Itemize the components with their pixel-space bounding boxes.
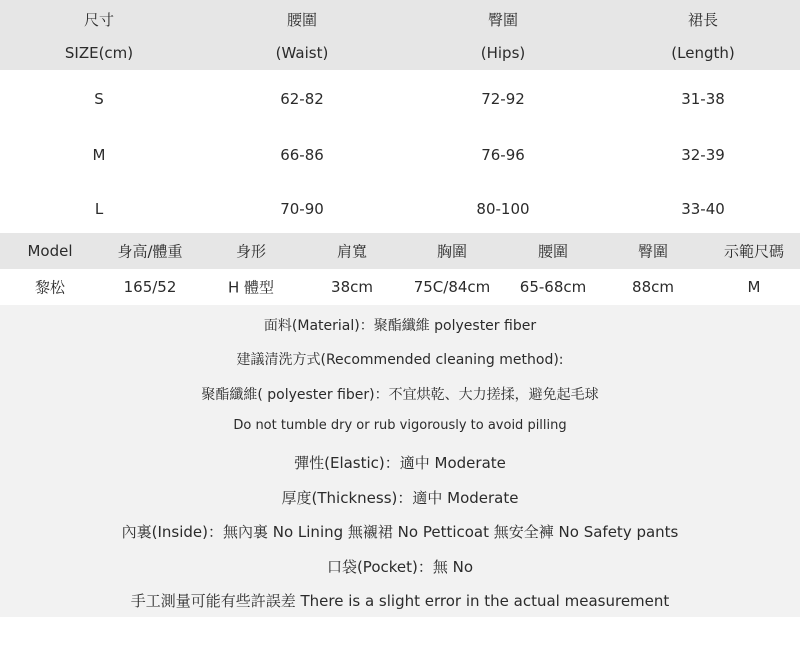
cleaning-en: Do not tumble dry or rub vigorously to avoid pilling [233, 418, 567, 433]
model-hips: 88cm [632, 278, 674, 296]
length-value: 33-40 [681, 200, 725, 218]
header-body-shape: 身形 [235, 242, 267, 261]
header-length-cn: 裙長 [687, 11, 719, 29]
header-hips-cn: 臀圍 [487, 11, 519, 29]
header-bust: 胸圍 [436, 242, 468, 261]
model-shoulder: 38cm [331, 278, 373, 296]
header-model-size: 示範尺碼 [723, 242, 785, 261]
header-model: Model [27, 242, 73, 260]
model-body-shape: H 體型 [227, 278, 275, 297]
header-height-weight: 身高/體重 [117, 242, 183, 261]
length-value: 31-38 [681, 90, 725, 108]
hips-value: 76-96 [481, 146, 525, 164]
header-hips-en: (Hips) [480, 44, 526, 62]
thickness-line: 厚度(Thickness)：適中 Moderate [281, 489, 519, 507]
header-hips: 臀圍 [637, 242, 669, 261]
header-size-cn: 尺寸 [83, 11, 115, 29]
product-details [0, 305, 800, 617]
waist-value: 62-82 [280, 90, 324, 108]
size-label: L [94, 200, 104, 218]
cleaning-cn: 聚酯纖維( polyester fiber)：不宜烘乾、大力搓揉，避免起毛球 [201, 387, 599, 403]
header-waist: 腰圍 [537, 242, 569, 261]
hips-value: 72-92 [481, 90, 525, 108]
header-shoulder: 肩寬 [336, 242, 368, 261]
inside-line: 內裏(Inside)：無內裏 No Lining 無襯裙 No Petticoat 無安全褲 No Safety pants [121, 523, 679, 541]
header-waist-en: (Waist) [275, 44, 329, 62]
model-table [0, 233, 800, 305]
size-label: M [92, 146, 106, 164]
header-length-en: (Length) [671, 44, 735, 62]
model-name: 黎松 [34, 278, 66, 297]
model-height-weight: 165/52 [123, 278, 177, 296]
material-line: 面料(Material)：聚酯纖維 polyester fiber [263, 318, 537, 334]
measurement-note: 手工測量可能有些許誤差 There is a slight error in the actual measurement [130, 592, 670, 610]
model-size: M [747, 278, 761, 296]
table-row [0, 128, 800, 182]
elastic-line: 彈性(Elastic)：適中 Moderate [294, 454, 506, 472]
model-bust: 75C/84cm [413, 278, 491, 296]
model-waist: 65-68cm [519, 278, 587, 296]
size-table-header [0, 0, 800, 70]
waist-value: 66-86 [280, 146, 324, 164]
table-row [0, 269, 800, 305]
model-table-header [0, 233, 800, 269]
header-size-en: SIZE(cm) [64, 44, 134, 62]
waist-value: 70-90 [280, 200, 324, 218]
size-table [0, 0, 800, 236]
length-value: 32-39 [681, 146, 725, 164]
cleaning-title: 建議清洗方式(Recommended cleaning method): [236, 352, 564, 368]
table-row [0, 182, 800, 236]
pocket-line: 口袋(Pocket)：無 No [326, 558, 474, 576]
size-label: S [94, 90, 104, 108]
hips-value: 80-100 [476, 200, 530, 218]
table-row [0, 70, 800, 128]
header-waist-cn: 腰圍 [286, 11, 318, 29]
